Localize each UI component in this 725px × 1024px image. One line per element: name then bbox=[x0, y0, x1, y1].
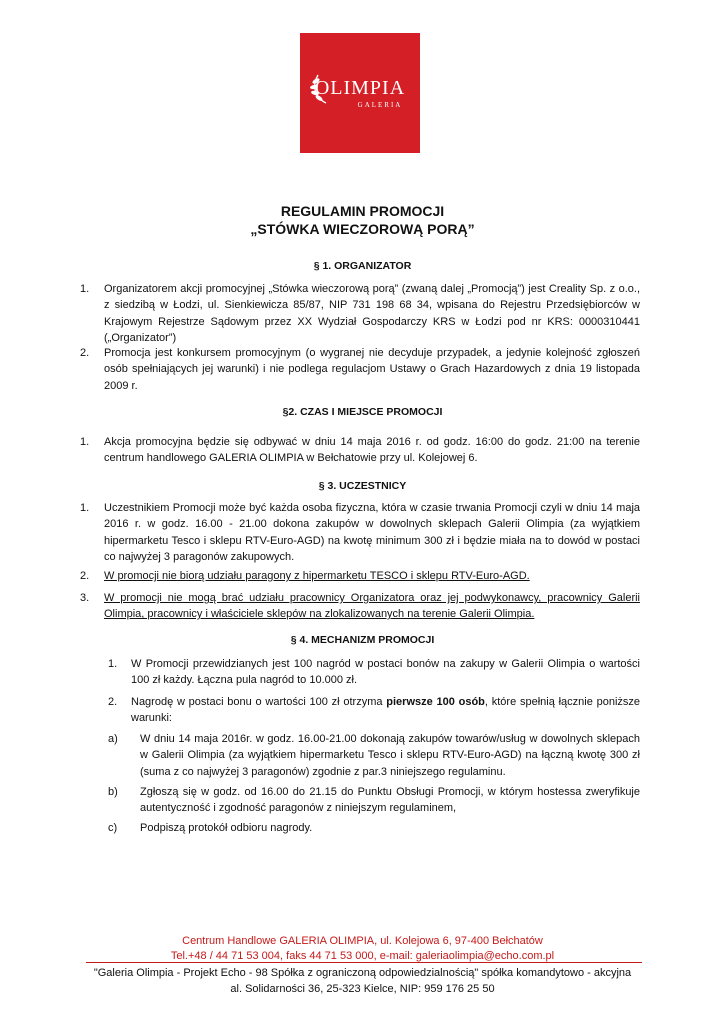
footer-divider bbox=[86, 962, 642, 963]
list-number: 3. bbox=[80, 592, 90, 604]
document-title: REGULAMIN PROMOCJI bbox=[280, 203, 445, 219]
paragraph-prize-conditions: Nagrodę w postaci bonu o wartości 100 zł otrzyma pierwsze 100 osób, które spełnią łącznie poniższe warunki: bbox=[131, 696, 641, 725]
footer-address: Centrum Handlowe GALERIA OLIMPIA, ul. Kolejowa 6, 97-400 Bełchatów bbox=[182, 935, 543, 947]
section-4-heading: § 4. MECHANIZM PROMOCJI bbox=[290, 634, 435, 646]
paragraph-participants: Uczestnikiem Promocji może być każda osoba fizyczna, która w czasie trwania Promocji czyli w dniu 14 maja 2016 r. w godz. 16.00 - 21.00 dokona zakupów w dowolnych sklepach Galerii Olimpia (za wyjątkiem hipermarketu Tesco i sklepu RTV-Euro-AGD) na kwotę minimum 300 zł i będzie miała na to dowód w postaci co najwyżej 3 paragonów zakupowych. bbox=[104, 502, 640, 563]
paragraph-condition-b: Zgłoszą się w godz. od 16.00 do 21.15 do Punktu Obsługi Promocji, w którym hostessa zweryfikuje autentyczność i zgodność paragonów z niniejszym regulaminem, bbox=[140, 786, 640, 815]
paragraph-time-place: Akcja promocyjna będzie się odbywać w dniu 14 maja 2016 r. od godz. 16:00 do godz. 21:00 na terenie centrum handlowego GALERIA OLIMPIA w Bełchatowie przy ul. Kolejowej 6. bbox=[104, 436, 640, 465]
logo-wordmark: OLIMPIA bbox=[314, 77, 406, 99]
list-number: 1. bbox=[80, 502, 90, 514]
list-number: 1. bbox=[80, 436, 90, 448]
logo-subtitle: GALERIA bbox=[357, 101, 403, 109]
paragraph-condition-a: W dniu 14 maja 2016r. w godz. 16.00-21.00 dokonają zakupów towarów/usług w dowolnych sklepach w Galerii Olimpia (za wyjątkiem hipermarketu Tesco i sklepu RTV-Euro-AGD) na łączną kwotę 300 zł (suma z co najwyżej 3 paragonów) zgodnie z par.3 niniejszego regulaminu. bbox=[140, 733, 640, 778]
list-number: 1. bbox=[80, 283, 90, 295]
list-number: 2. bbox=[80, 347, 90, 359]
list-letter: a) bbox=[108, 733, 118, 745]
paragraph-excluded-staff: W promocji nie mogą brać udziału pracownicy Organizatora oraz jej podwykonawcy, pracownicy Galerii Olimpia, pracownicy i właściciele sklepów na zlokalizowanych na terenie Galerii Olimpia. bbox=[104, 592, 640, 621]
list-number: 1. bbox=[108, 658, 118, 670]
document-subtitle: „STÓWKA WIECZOROWĄ PORĄ” bbox=[250, 221, 475, 237]
paragraph-organizer: Organizatorem akcji promocyjnej „Stówka wieczorową porą” (zwaną dalej „Promocją”) jest Creality Sp. z o.o., z siedzibą w Łodzi, ul. Sienkiewicza 85/87, NIP 731 198 68 34, wpisana do Rejestru Przedsiębiorców w Krajowym Rejestrze Sądowym przez XX Wydział Gospodarczy KRS w Łodzi pod nr KRS: 0000310441 („Organizator”) bbox=[104, 283, 640, 344]
paragraph-excluded-receipts: W promocji nie biorą udziału paragony z hipermarketu TESCO i sklepu RTV-Euro-AGD. bbox=[104, 570, 530, 582]
section-3-heading: § 3. UCZESTNICY bbox=[318, 480, 407, 492]
galeria-olimpia-logo bbox=[300, 33, 420, 153]
bold-first-100: pierwsze 100 osób bbox=[386, 696, 485, 708]
paragraph-condition-c: Podpiszą protokół odbioru nagrody. bbox=[140, 822, 313, 834]
list-letter: c) bbox=[108, 822, 118, 834]
paragraph-prizes: W Promocji przewidzianych jest 100 nagród w postaci bonów na zakupy w Galerii Olimpia o wartości 100 zł każdy. Łączna pula nagród to 10.000 zł. bbox=[131, 658, 640, 687]
section-1-heading: § 1. ORGANIZATOR bbox=[313, 260, 412, 272]
paragraph-promotion-type: Promocja jest konkursem promocyjnym (o wygranej nie decyduje przypadek, a jedynie kolejność zgłoszeń osób spełniających jej warunki) i nie podlega regulacjom Ustawy o Grach Hazardowych z dnia 19 listopada 2009 r. bbox=[104, 347, 640, 392]
footer-contact: Tel.+48 / 44 71 53 004, faks 44 71 53 000, e-mail: galeriaolimpia@echo.com.pl bbox=[170, 950, 555, 962]
list-number: 2. bbox=[80, 570, 90, 582]
section-2-heading: §2. CZAS I MIEJSCE PROMOCJI bbox=[282, 406, 443, 418]
footer-registered-address: al. Solidarności 36, 25-323 Kielce, NIP: 959 176 25 50 bbox=[230, 983, 495, 995]
footer-company: "Galeria Olimpia - Projekt Echo - 98 Spółka z ograniczoną odpowiedzialnością" spółka komandytowo - akcyjna bbox=[93, 967, 632, 979]
list-number: 2. bbox=[108, 696, 118, 708]
list-letter: b) bbox=[108, 786, 118, 798]
